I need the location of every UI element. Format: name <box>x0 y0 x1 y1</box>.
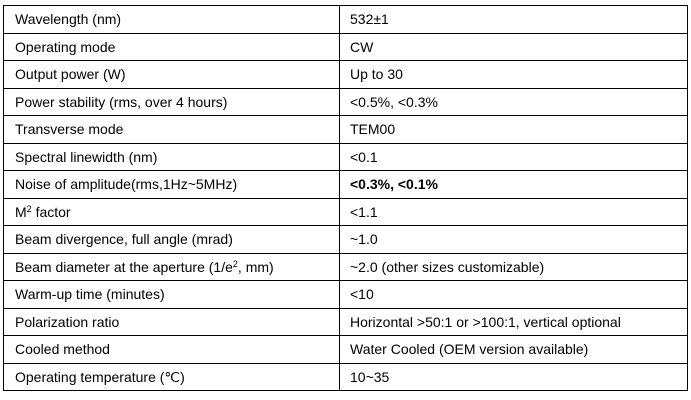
param-m2-factor-superscript: 2 <box>26 203 32 214</box>
param-transverse-mode: Transverse mode <box>4 116 340 144</box>
value-spectral-linewidth: <0.1 <box>340 143 688 171</box>
table-row <box>4 336 688 364</box>
value-noise-of-amplitude: <0.3%, <0.1% <box>340 171 688 199</box>
param-operating-mode: Operating mode <box>4 33 340 61</box>
value-beam-divergence: ~1.0 <box>340 226 688 254</box>
value-operating-mode: CW <box>340 33 688 61</box>
param-spectral-linewidth: Spectral linewidth (nm) <box>4 143 340 171</box>
param-beam-diameter-text: Beam diameter at the aperture (1/e <box>15 258 233 275</box>
param-m2-factor-text: M <box>15 203 27 220</box>
value-warm-up-time: <10 <box>340 281 688 309</box>
param-polarization-ratio: Polarization ratio <box>4 308 340 336</box>
spec-table <box>3 5 688 391</box>
value-cooled-method: Water Cooled (OEM version available) <box>340 336 688 364</box>
spec-table-body <box>4 6 688 391</box>
table-row <box>4 6 688 34</box>
param-m2-factor-suffix: factor <box>31 203 71 220</box>
value-wavelength: 532±1 <box>340 6 688 34</box>
table-row <box>4 363 688 391</box>
table-row <box>4 171 688 199</box>
param-beam-diameter <box>4 253 340 281</box>
table-row <box>4 33 688 61</box>
table-row <box>4 226 688 254</box>
param-operating-temperature: Operating temperature (℃) <box>4 363 340 391</box>
param-output-power: Output power (W) <box>4 61 340 89</box>
table-row <box>4 61 688 89</box>
param-power-stability: Power stability (rms, over 4 hours) <box>4 88 340 116</box>
value-operating-temperature: 10~35 <box>340 363 688 391</box>
param-beam-diameter-superscript: 2 <box>232 258 238 269</box>
table-row <box>4 88 688 116</box>
param-m2-factor <box>4 198 340 226</box>
table-row <box>4 308 688 336</box>
value-power-stability: <0.5%, <0.3% <box>340 88 688 116</box>
param-noise-of-amplitude: Noise of amplitude(rms,1Hz~5MHz) <box>4 171 340 199</box>
table-row <box>4 281 688 309</box>
table-row <box>4 253 688 281</box>
param-warm-up-time: Warm-up time (minutes) <box>4 281 340 309</box>
param-wavelength: Wavelength (nm) <box>4 6 340 34</box>
table-row <box>4 198 688 226</box>
value-beam-diameter: ~2.0 (other sizes customizable) <box>340 253 688 281</box>
table-row <box>4 143 688 171</box>
value-transverse-mode: TEM00 <box>340 116 688 144</box>
value-polarization-ratio: Horizontal >50:1 or >100:1, vertical optional <box>340 308 688 336</box>
param-beam-divergence: Beam divergence, full angle (mrad) <box>4 226 340 254</box>
param-beam-diameter-suffix: , mm) <box>237 258 274 275</box>
value-m2-factor: <1.1 <box>340 198 688 226</box>
value-output-power: Up to 30 <box>340 61 688 89</box>
param-cooled-method: Cooled method <box>4 336 340 364</box>
table-row <box>4 116 688 144</box>
